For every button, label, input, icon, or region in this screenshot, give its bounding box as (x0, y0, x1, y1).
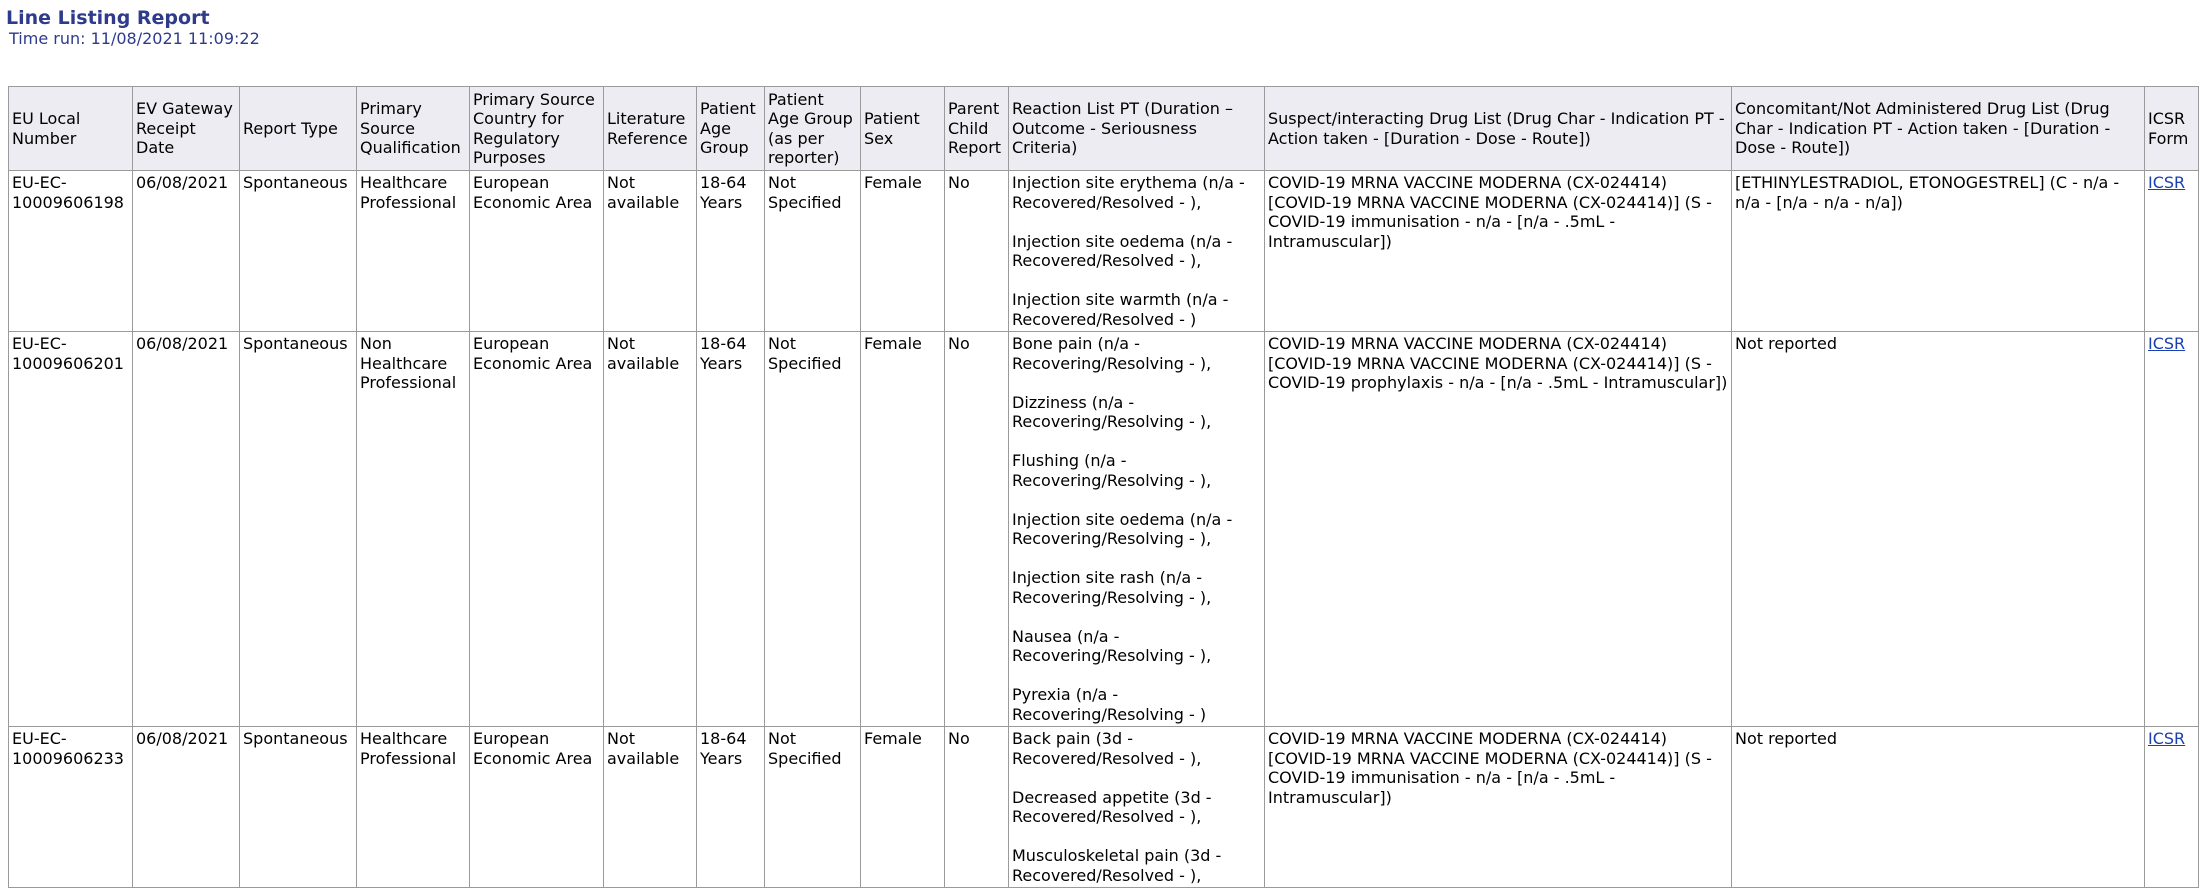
reaction-item: Injection site rash (n/a - Recovering/Resolving - ), (1012, 568, 1212, 607)
cell-sex: Female (861, 171, 945, 332)
cell-receipt-date: 06/08/2021 (133, 332, 240, 727)
cell-eu-local-number: EU-EC-10009606198 (9, 171, 133, 332)
cell-reactions (1009, 332, 1265, 727)
cell-age-group: 18-64 Years (697, 727, 765, 888)
header-age-group-reporter: Patient Age Group (as per reporter) (765, 87, 861, 171)
cell-icsr-form (2145, 171, 2199, 332)
cell-country: European Economic Area (470, 332, 604, 727)
reaction-item: Pyrexia (n/a - Recovering/Resolving - ) (1012, 685, 1207, 724)
cell-sex: Female (861, 332, 945, 727)
cell-qualification: Healthcare Professional (357, 727, 470, 888)
cell-suspect-drugs: COVID-19 MRNA VACCINE MODERNA (CX-024414) [COVID-19 MRNA VACCINE MODERNA (CX-024414)] (S - COVID-19 immunisation - n/a - [n/a - .5mL - Intramuscular]) (1265, 727, 1732, 888)
header-concomitant-drugs: Concomitant/Not Administered Drug List (Drug Char - Indication PT - Action taken - [Duration - Dose - Route]) (1732, 87, 2145, 171)
cell-age-group-reporter: Not Specified (765, 171, 861, 332)
reaction-item: Injection site erythema (n/a - Recovered/Resolved - ), (1012, 173, 1245, 212)
report-title: Line Listing Report (6, 7, 210, 29)
cell-qualification: Non Healthcare Professional (357, 332, 470, 727)
cell-concomitant-drugs: Not reported (1732, 727, 2145, 888)
cell-suspect-drugs: COVID-19 MRNA VACCINE MODERNA (CX-024414) [COVID-19 MRNA VACCINE MODERNA (CX-024414)] (S - COVID-19 immunisation - n/a - [n/a - .5mL - Intramuscular]) (1265, 171, 1732, 332)
icsr-form-link[interactable]: ICSR (2148, 173, 2186, 192)
header-icsr-form: ICSR Form (2145, 87, 2199, 171)
table-header-row (9, 87, 2199, 171)
header-eu-local-number: EU Local Number (9, 87, 133, 171)
cell-parent-child: No (945, 171, 1009, 332)
cell-country: European Economic Area (470, 727, 604, 888)
cell-age-group-reporter: Not Specified (765, 332, 861, 727)
header-receipt-date: EV Gateway Receipt Date (133, 87, 240, 171)
cell-report-type: Spontaneous (240, 332, 357, 727)
header-sex: Patient Sex (861, 87, 945, 171)
cell-literature: Not available (604, 332, 697, 727)
cell-sex: Female (861, 727, 945, 888)
cell-literature: Not available (604, 171, 697, 332)
cell-concomitant-drugs: [ETHINYLESTRADIOL, ETONOGESTREL] (C - n/a - n/a - [n/a - n/a - n/a]) (1732, 171, 2145, 332)
table-row (9, 332, 2199, 727)
header-suspect-drugs: Suspect/interacting Drug List (Drug Char - Indication PT - Action taken - [Duration - Dose - Route]) (1265, 87, 1732, 171)
table-row (9, 727, 2199, 888)
reaction-item: Decreased appetite (3d - Recovered/Resolved - ), (1012, 787, 1212, 826)
reaction-item: Flushing (n/a - Recovering/Resolving - ), (1012, 451, 1212, 490)
reaction-item: Bone pain (n/a - Recovering/Resolving - ), (1012, 334, 1212, 373)
cell-icsr-form (2145, 332, 2199, 727)
header-report-type: Report Type (240, 87, 357, 171)
reaction-item: Back pain (3d - Recovered/Resolved - ), (1012, 729, 1202, 768)
cell-age-group: 18-64 Years (697, 171, 765, 332)
cell-receipt-date: 06/08/2021 (133, 727, 240, 888)
header-qualification: Primary Source Qualification (357, 87, 470, 171)
reaction-item: Injection site warmth (n/a - Recovered/Resolved - ) (1012, 290, 1229, 329)
table-row (9, 171, 2199, 332)
header-literature: Literature Reference (604, 87, 697, 171)
header-parent-child: Parent Child Report (945, 87, 1009, 171)
cell-report-type: Spontaneous (240, 727, 357, 888)
cell-icsr-form (2145, 727, 2199, 888)
cell-age-group-reporter: Not Specified (765, 727, 861, 888)
line-listing-table-wrapper (8, 86, 2199, 888)
time-run: Time run: 11/08/2021 11:09:22 (9, 29, 260, 48)
cell-eu-local-number: EU-EC-10009606233 (9, 727, 133, 888)
cell-eu-local-number: EU-EC-10009606201 (9, 332, 133, 727)
reaction-item: Nausea (n/a - Recovering/Resolving - ), (1012, 626, 1212, 665)
reaction-item: Injection site oedema (n/a - Recovered/Resolved - ), (1012, 231, 1233, 270)
reaction-item: Injection site oedema (n/a - Recovering/Resolving - ), (1012, 509, 1233, 548)
cell-concomitant-drugs: Not reported (1732, 332, 2145, 727)
icsr-form-link[interactable]: ICSR (2148, 334, 2186, 353)
header-reactions: Reaction List PT (Duration – Outcome - Seriousness Criteria) (1009, 87, 1265, 171)
icsr-form-link[interactable]: ICSR (2148, 729, 2186, 748)
cell-report-type: Spontaneous (240, 171, 357, 332)
reaction-item: Dizziness (n/a - Recovering/Resolving - ), (1012, 392, 1212, 431)
cell-receipt-date: 06/08/2021 (133, 171, 240, 332)
header-age-group: Patient Age Group (697, 87, 765, 171)
cell-suspect-drugs: COVID-19 MRNA VACCINE MODERNA (CX-024414) [COVID-19 MRNA VACCINE MODERNA (CX-024414)] (S - COVID-19 prophylaxis - n/a - [n/a - .5mL - Intramuscular]) (1265, 332, 1732, 727)
cell-reactions (1009, 727, 1265, 888)
header-country: Primary Source Country for Regulatory Purposes (470, 87, 604, 171)
cell-age-group: 18-64 Years (697, 332, 765, 727)
cell-parent-child: No (945, 332, 1009, 727)
cell-literature: Not available (604, 727, 697, 888)
cell-reactions (1009, 171, 1265, 332)
cell-qualification: Healthcare Professional (357, 171, 470, 332)
cell-parent-child: No (945, 727, 1009, 888)
cell-country: European Economic Area (470, 171, 604, 332)
line-listing-table (8, 86, 2199, 888)
reaction-item: Musculoskeletal pain (3d - Recovered/Resolved - ), (1012, 846, 1222, 885)
